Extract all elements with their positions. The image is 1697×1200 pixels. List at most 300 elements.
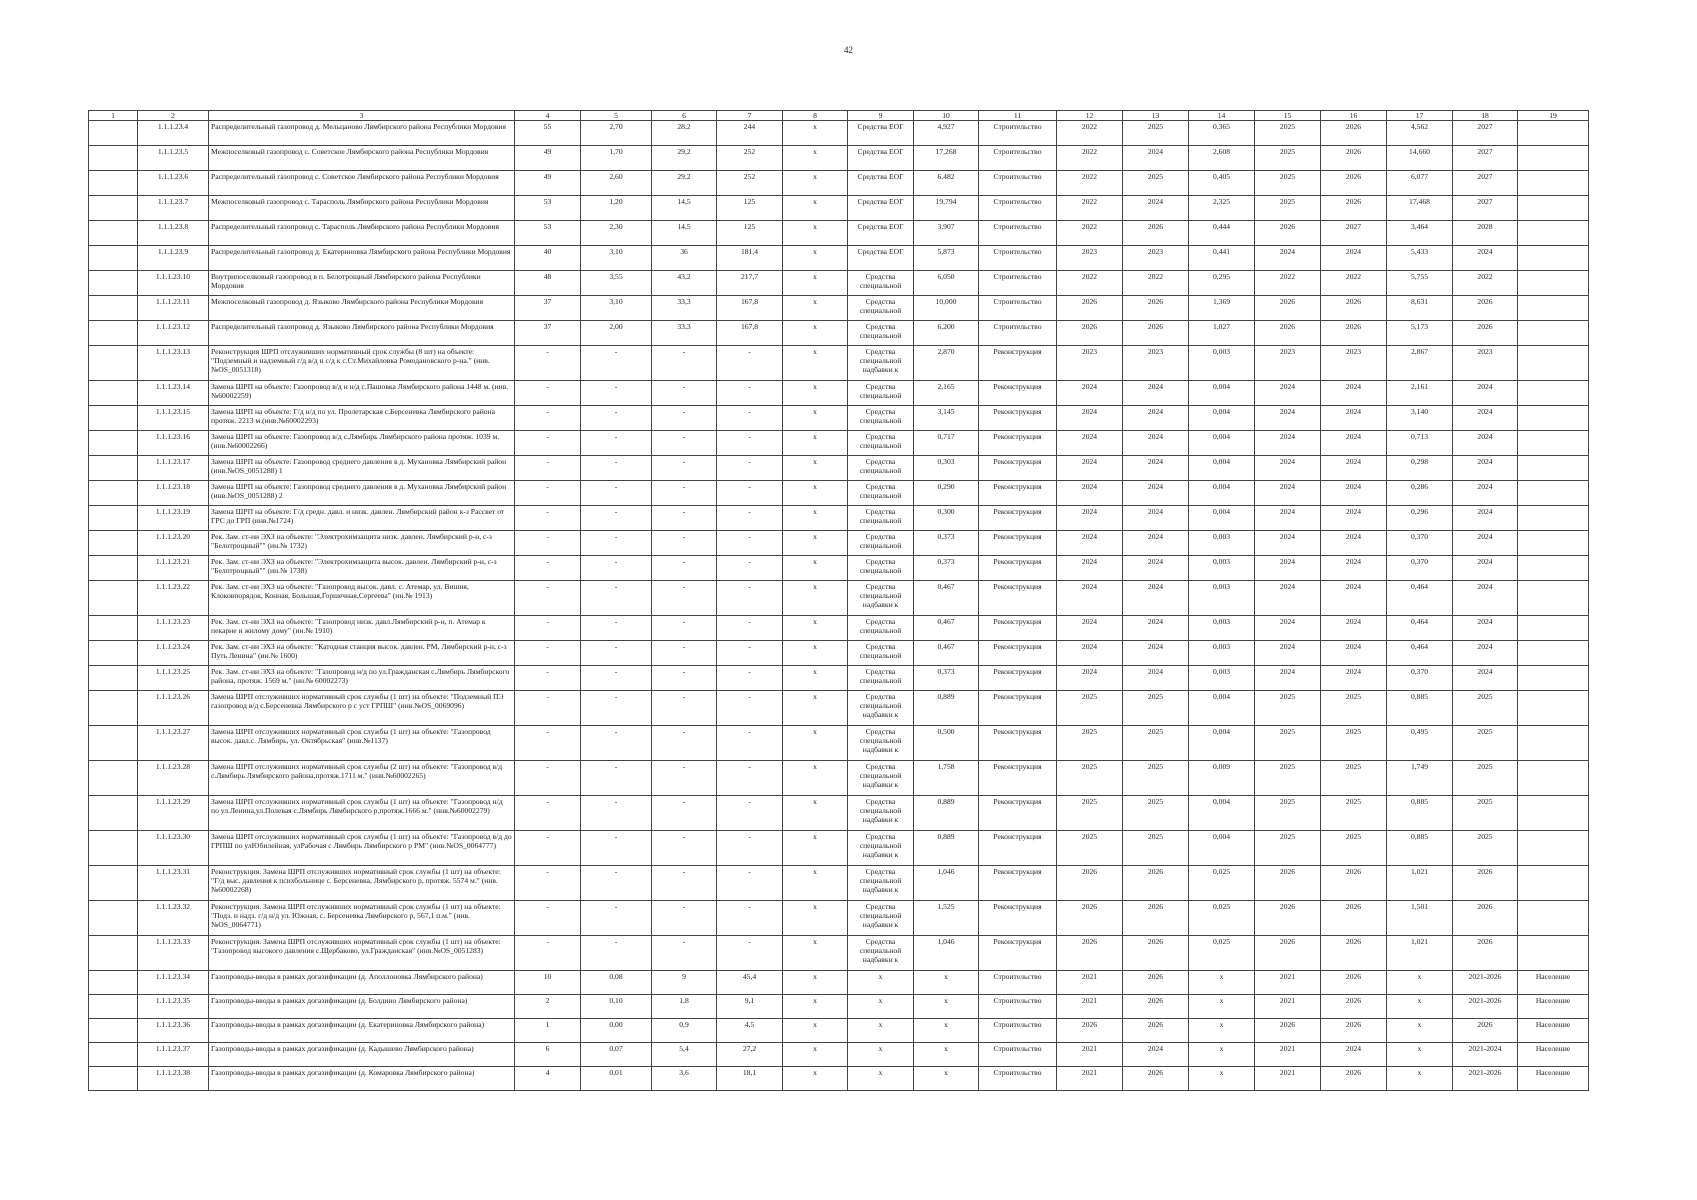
table-cell: 2024 bbox=[1453, 246, 1518, 271]
table-cell: 2023 bbox=[1123, 346, 1189, 381]
table-cell: x bbox=[783, 221, 848, 246]
table-cell: - bbox=[717, 761, 783, 796]
table-cell: 18,1 bbox=[717, 1067, 783, 1091]
table-cell: 4,562 bbox=[1387, 121, 1453, 146]
column-number: 2 bbox=[138, 111, 209, 121]
table-cell: Реконструкция bbox=[979, 456, 1057, 481]
table-cell: x bbox=[783, 616, 848, 641]
table-cell bbox=[1518, 691, 1589, 726]
table-cell: 2024 bbox=[1123, 481, 1189, 506]
table-cell: - bbox=[515, 581, 581, 616]
table-cell: 2024 bbox=[1255, 556, 1321, 581]
table-cell: x bbox=[783, 296, 848, 321]
table-cell: 2026 bbox=[1123, 321, 1189, 346]
table-cell: Средства специальной bbox=[848, 296, 914, 321]
column-number: 15 bbox=[1255, 111, 1321, 121]
table-cell: 2023 bbox=[1123, 246, 1189, 271]
table-cell: 0,441 bbox=[1189, 246, 1255, 271]
table-cell: 19,794 bbox=[914, 196, 979, 221]
table-cell: 0,003 bbox=[1189, 346, 1255, 381]
table-cell bbox=[89, 556, 138, 581]
table-cell bbox=[89, 901, 138, 936]
table-cell: 2026 bbox=[1453, 866, 1518, 901]
table-cell: Рек. Зам. ст-ии ЭХЗ на объекте: "Газопровод н/д по ул.Гражданская с.Лямбирь Лямбирского района, протяж. 1569 м." (ин.№ 60002273) bbox=[209, 666, 515, 691]
table-cell: - bbox=[717, 666, 783, 691]
table-cell: x bbox=[783, 1067, 848, 1091]
table-cell: 49 bbox=[515, 171, 581, 196]
table-cell: 0,004 bbox=[1189, 381, 1255, 406]
table-row bbox=[89, 531, 1589, 556]
table-cell: - bbox=[652, 796, 717, 831]
table-cell: - bbox=[581, 796, 652, 831]
table-cell bbox=[1518, 726, 1589, 761]
table-cell: Замена ШРП на объекте: Газопровод в/д н н/д с.Пашовка Лямбирского района 1448 м. (инв.№60002259) bbox=[209, 381, 515, 406]
table-cell: 14,5 bbox=[652, 196, 717, 221]
table-cell: Средства ЕОГ bbox=[848, 221, 914, 246]
table-cell: - bbox=[652, 531, 717, 556]
table-cell: - bbox=[717, 346, 783, 381]
table-row bbox=[89, 481, 1589, 506]
table-cell: 2024 bbox=[1123, 506, 1189, 531]
table-cell: 2 bbox=[515, 995, 581, 1019]
table-cell: Реконструкция ШРП отслуживших нормативный срок службы (8 шт) на объекте: "Подземный и надземный г/д в/д н с/д к с.Ст.Михайловка Ромодановского р-на." (инв.№OS_0051318) bbox=[209, 346, 515, 381]
column-number: 10 bbox=[914, 111, 979, 121]
table-cell: 2021 bbox=[1255, 995, 1321, 1019]
table-cell bbox=[89, 381, 138, 406]
table-cell: Население bbox=[1518, 1043, 1589, 1067]
table-cell: - bbox=[581, 381, 652, 406]
table-cell: - bbox=[652, 406, 717, 431]
table-cell bbox=[1518, 121, 1589, 146]
table-cell bbox=[1518, 381, 1589, 406]
table-cell: 2,870 bbox=[914, 346, 979, 381]
table-cell: - bbox=[717, 796, 783, 831]
table-cell: 1,749 bbox=[1387, 761, 1453, 796]
table-cell: 2024 bbox=[1255, 666, 1321, 691]
table-cell: 27,2 bbox=[717, 1043, 783, 1067]
table-cell: 2022 bbox=[1057, 196, 1123, 221]
table-cell: 2022 bbox=[1057, 121, 1123, 146]
table-cell: 4,5 bbox=[717, 1019, 783, 1043]
table-cell: 252 bbox=[717, 146, 783, 171]
table-cell: x bbox=[783, 121, 848, 146]
table-cell: 2024 bbox=[1453, 481, 1518, 506]
table-cell: 0,01 bbox=[581, 1067, 652, 1091]
table-cell: 2026 bbox=[1123, 901, 1189, 936]
table-cell: 2,70 bbox=[581, 121, 652, 146]
table-cell: 2025 bbox=[1057, 761, 1123, 796]
table-cell: - bbox=[652, 936, 717, 971]
table-cell bbox=[1518, 321, 1589, 346]
table-cell: 1.1.1.23.24 bbox=[138, 641, 209, 666]
table-row bbox=[89, 796, 1589, 831]
table-cell: x bbox=[783, 1043, 848, 1067]
table-cell: - bbox=[652, 381, 717, 406]
table-cell: 1,369 bbox=[1189, 296, 1255, 321]
table-cell: 125 bbox=[717, 196, 783, 221]
table-cell: Средства специальной надбавки к bbox=[848, 761, 914, 796]
table-cell: 4,927 bbox=[914, 121, 979, 146]
table-cell: 1,8 bbox=[652, 995, 717, 1019]
table-cell: 2025 bbox=[1123, 761, 1189, 796]
table-cell: 2026 bbox=[1321, 995, 1387, 1019]
table-cell: 0,004 bbox=[1189, 726, 1255, 761]
table-cell: 2026 bbox=[1453, 321, 1518, 346]
table-cell bbox=[89, 1067, 138, 1091]
table-cell: 2024 bbox=[1057, 431, 1123, 456]
table-cell: Замена ШРП отслуживших нормативный срок службы (1 шт) на объекте: "Газопровод н/д по ул.Ленина,ул.Полевая с.Лямбирь Лямбирского р,протяж.1666 м." (инв.№60002279) bbox=[209, 796, 515, 831]
table-cell: 6,200 bbox=[914, 321, 979, 346]
table-cell: 2,60 bbox=[581, 171, 652, 196]
table-cell: Реконструкция bbox=[979, 901, 1057, 936]
column-number: 11 bbox=[979, 111, 1057, 121]
table-cell: 1.1.1.23.12 bbox=[138, 321, 209, 346]
table-cell: 0,444 bbox=[1189, 221, 1255, 246]
table-cell bbox=[89, 866, 138, 901]
table-cell: 2025 bbox=[1255, 761, 1321, 796]
table-cell: 1.1.1.23.37 bbox=[138, 1043, 209, 1067]
table-cell: 1.1.1.23.28 bbox=[138, 761, 209, 796]
table-cell: - bbox=[581, 456, 652, 481]
table-cell: 2025 bbox=[1453, 761, 1518, 796]
table-cell: 2024 bbox=[1255, 481, 1321, 506]
table-cell bbox=[1518, 666, 1589, 691]
table-cell: 2026 bbox=[1321, 321, 1387, 346]
table-cell: 2026 bbox=[1123, 1067, 1189, 1091]
table-cell: 1.1.1.23.8 bbox=[138, 221, 209, 246]
table-cell: 2024 bbox=[1123, 616, 1189, 641]
table-cell: 2024 bbox=[1321, 456, 1387, 481]
table-cell: 2024 bbox=[1453, 381, 1518, 406]
table-cell: Строительство bbox=[979, 196, 1057, 221]
table-cell: 1.1.1.23.32 bbox=[138, 901, 209, 936]
table-cell: Рек. Зам. ст-ии ЭХЗ на объекте: "Катодная станция высок. давлен. РМ, Лямбирский р-н, с-з Путь Ленина" (ин.№ 1600) bbox=[209, 641, 515, 666]
table-cell bbox=[89, 321, 138, 346]
table-cell: x bbox=[1189, 1019, 1255, 1043]
table-cell: Реконструкция bbox=[979, 726, 1057, 761]
table-cell: - bbox=[581, 531, 652, 556]
table-cell bbox=[89, 221, 138, 246]
table-cell: - bbox=[581, 406, 652, 431]
table-cell: 2023 bbox=[1321, 346, 1387, 381]
table-cell: x bbox=[848, 995, 914, 1019]
table-cell bbox=[89, 196, 138, 221]
table-cell: 0,889 bbox=[914, 691, 979, 726]
table-cell bbox=[89, 995, 138, 1019]
table-cell: 2025 bbox=[1255, 171, 1321, 196]
table-cell: Реконструкция bbox=[979, 691, 1057, 726]
table-cell: x bbox=[914, 995, 979, 1019]
table-cell: x bbox=[783, 581, 848, 616]
table-cell: 0,713 bbox=[1387, 431, 1453, 456]
table-cell: x bbox=[914, 971, 979, 995]
table-cell: 3,464 bbox=[1387, 221, 1453, 246]
table-cell: 125 bbox=[717, 221, 783, 246]
table-cell: Средства специальной bbox=[848, 321, 914, 346]
table-cell: - bbox=[515, 506, 581, 531]
table-cell: 2024 bbox=[1453, 506, 1518, 531]
table-cell: Реконструкция bbox=[979, 431, 1057, 456]
table-cell: 2026 bbox=[1057, 901, 1123, 936]
table-cell: 0,464 bbox=[1387, 581, 1453, 616]
table-cell: 2024 bbox=[1057, 481, 1123, 506]
table-cell: - bbox=[515, 901, 581, 936]
table-cell: Замена ШРП отслуживших нормативный срок службы (2 шт) на объекте: "Газопровод в/д с.Лямбирь Лямбирского района,протяж.1711 м." (инв.№60002265) bbox=[209, 761, 515, 796]
table-cell: 0,004 bbox=[1189, 456, 1255, 481]
table-cell: 2025 bbox=[1123, 121, 1189, 146]
table-cell: 0,405 bbox=[1189, 171, 1255, 196]
table-cell: Строительство bbox=[979, 971, 1057, 995]
table-cell: Рек. Зам. ст-ии ЭХЗ на объекте: "Газопровод высок. давл. с. Атемар, ул. Вишня, Клоковпорядок, Конная, Большая,Горшечная,Сергеева" (ин.№ 1913) bbox=[209, 581, 515, 616]
table-cell: 2024 bbox=[1321, 431, 1387, 456]
table-cell bbox=[89, 691, 138, 726]
table-cell: 2022 bbox=[1321, 271, 1387, 296]
table-cell: 2025 bbox=[1057, 691, 1123, 726]
table-cell: - bbox=[652, 666, 717, 691]
table-cell: - bbox=[581, 831, 652, 866]
table-cell: 2026 bbox=[1057, 321, 1123, 346]
table-cell: 5,873 bbox=[914, 246, 979, 271]
table-cell: 0,370 bbox=[1387, 531, 1453, 556]
table-row bbox=[89, 146, 1589, 171]
table-cell: Реконструкция bbox=[979, 641, 1057, 666]
table-row bbox=[89, 1043, 1589, 1067]
table-cell: 2024 bbox=[1123, 531, 1189, 556]
table-cell: 2024 bbox=[1255, 531, 1321, 556]
table-cell: Средства специальной bbox=[848, 506, 914, 531]
table-cell: x bbox=[783, 901, 848, 936]
table-cell: - bbox=[717, 901, 783, 936]
table-row bbox=[89, 221, 1589, 246]
table-cell: x bbox=[783, 556, 848, 581]
table-cell: 2025 bbox=[1255, 831, 1321, 866]
table-cell: 2023 bbox=[1057, 246, 1123, 271]
table-cell bbox=[1518, 531, 1589, 556]
table-cell: Замена ШРП на объекте: Г/д средн. давл. и низк. давлен. Лямбирский район к-з Рассвет от ГРС до ГРП (инв.№1724) bbox=[209, 506, 515, 531]
column-number: 18 bbox=[1453, 111, 1518, 121]
table-cell: Строительство bbox=[979, 1043, 1057, 1067]
table-cell: 17,268 bbox=[914, 146, 979, 171]
table-cell: 2025 bbox=[1123, 831, 1189, 866]
table-cell: 1,70 bbox=[581, 146, 652, 171]
table-cell: Строительство bbox=[979, 296, 1057, 321]
table-cell: 2021 bbox=[1255, 1067, 1321, 1091]
table-cell: 0,025 bbox=[1189, 936, 1255, 971]
table-cell: Замена ШРП отслуживших нормативный срок службы (1 шт) на объекте: "Подземный ПЭ газопровод в/д с.Берсеневка Лямбирского р с уст ГРПШ" (инв.№OS_0069096) bbox=[209, 691, 515, 726]
table-cell: 2024 bbox=[1057, 581, 1123, 616]
table-cell: 2026 bbox=[1321, 936, 1387, 971]
table-cell: - bbox=[515, 761, 581, 796]
table-cell: Реконструкция bbox=[979, 666, 1057, 691]
table-cell bbox=[89, 761, 138, 796]
table-cell: 1.1.1.23.29 bbox=[138, 796, 209, 831]
table-cell: 2025 bbox=[1453, 726, 1518, 761]
table-cell: Реконструкция bbox=[979, 581, 1057, 616]
table-row bbox=[89, 406, 1589, 431]
table-cell bbox=[1518, 866, 1589, 901]
table-cell: Средства специальной надбавки к bbox=[848, 726, 914, 761]
table-cell: Средства ЕОГ bbox=[848, 171, 914, 196]
table-cell: 1.1.1.23.38 bbox=[138, 1067, 209, 1091]
table-cell: 2026 bbox=[1255, 901, 1321, 936]
table-cell bbox=[1518, 296, 1589, 321]
table-cell: Строительство bbox=[979, 121, 1057, 146]
table-cell: Средства специальной надбавки к bbox=[848, 901, 914, 936]
table-cell: 1.1.1.23.33 bbox=[138, 936, 209, 971]
table-row bbox=[89, 431, 1589, 456]
table-cell: - bbox=[717, 726, 783, 761]
table-cell: 2026 bbox=[1321, 971, 1387, 995]
table-cell: 2021-2026 bbox=[1453, 971, 1518, 995]
table-cell: x bbox=[783, 641, 848, 666]
table-cell: x bbox=[783, 831, 848, 866]
table-cell bbox=[89, 246, 138, 271]
table-cell: 0,9 bbox=[652, 1019, 717, 1043]
table-cell: Замена ШРП на объекте: Газопровод в/д с.Лямбирь Лямбирского района протяж. 1039 м. (инв.№60002266) bbox=[209, 431, 515, 456]
table-cell: 1.1.1.23.11 bbox=[138, 296, 209, 321]
table-cell: 2024 bbox=[1123, 146, 1189, 171]
column-number: 1 bbox=[89, 111, 138, 121]
table-cell: 2024 bbox=[1321, 406, 1387, 431]
table-cell: - bbox=[652, 901, 717, 936]
table-row bbox=[89, 246, 1589, 271]
table-cell bbox=[89, 1043, 138, 1067]
table-cell: 2025 bbox=[1255, 121, 1321, 146]
table-cell: - bbox=[717, 456, 783, 481]
table-cell: 2026 bbox=[1057, 1019, 1123, 1043]
table-cell: 2024 bbox=[1123, 406, 1189, 431]
table-row bbox=[89, 901, 1589, 936]
table-cell: 2025 bbox=[1255, 796, 1321, 831]
table-cell: 1.1.1.23.27 bbox=[138, 726, 209, 761]
table-cell: 2022 bbox=[1123, 271, 1189, 296]
investment-program-table bbox=[88, 110, 1589, 1091]
table-cell: x bbox=[783, 971, 848, 995]
table-cell: 0,467 bbox=[914, 641, 979, 666]
table-row bbox=[89, 761, 1589, 796]
table-cell bbox=[89, 456, 138, 481]
table-cell: 2024 bbox=[1321, 581, 1387, 616]
table-cell: - bbox=[581, 506, 652, 531]
table-cell: Строительство bbox=[979, 1067, 1057, 1091]
table-cell: Газопроводы-вводы в рамках догазификации (д. Кадышево Лямбирского района) bbox=[209, 1043, 515, 1067]
table-cell: x bbox=[783, 431, 848, 456]
table-cell: x bbox=[783, 146, 848, 171]
table-cell: 1.1.1.23.15 bbox=[138, 406, 209, 431]
table-cell: 0,889 bbox=[914, 796, 979, 831]
table-cell bbox=[1518, 581, 1589, 616]
table-cell: 2026 bbox=[1255, 936, 1321, 971]
table-cell: 2025 bbox=[1123, 796, 1189, 831]
table-cell: 167,8 bbox=[717, 321, 783, 346]
table-cell: 1.1.1.23.17 bbox=[138, 456, 209, 481]
table-cell: 2024 bbox=[1255, 641, 1321, 666]
table-cell bbox=[1518, 761, 1589, 796]
table-cell: 217,7 bbox=[717, 271, 783, 296]
table-cell: Реконструкция bbox=[979, 531, 1057, 556]
table-cell: 2,608 bbox=[1189, 146, 1255, 171]
table-cell bbox=[1518, 616, 1589, 641]
table-cell: 0,717 bbox=[914, 431, 979, 456]
table-cell bbox=[89, 171, 138, 196]
table-cell: 2026 bbox=[1255, 221, 1321, 246]
table-cell: 2024 bbox=[1123, 666, 1189, 691]
table-row bbox=[89, 1019, 1589, 1043]
table-cell: 3,145 bbox=[914, 406, 979, 431]
table-cell: 244 bbox=[717, 121, 783, 146]
table-cell bbox=[1518, 221, 1589, 246]
table-cell: 33,3 bbox=[652, 296, 717, 321]
table-cell: x bbox=[1387, 1067, 1453, 1091]
table-cell: 2024 bbox=[1453, 556, 1518, 581]
table-cell: 2027 bbox=[1453, 121, 1518, 146]
table-cell: - bbox=[717, 406, 783, 431]
table-cell: 1.1.1.23.18 bbox=[138, 481, 209, 506]
table-cell: - bbox=[652, 506, 717, 531]
table-cell: 5,4 bbox=[652, 1043, 717, 1067]
table-cell: 2024 bbox=[1123, 1043, 1189, 1067]
table-cell: - bbox=[581, 481, 652, 506]
table-cell: Распределительный газопровод с. Советское Лямбирского района Республики Мордовия bbox=[209, 171, 515, 196]
table-cell: 2024 bbox=[1123, 556, 1189, 581]
table-cell: Реконструкция. Замена ШРП отслуживших нормативный срок службы (1 шт) на объекте: "Газопровод высокого давления с.Щербаково, ул.Гражданская" (инв.№OS_0051283) bbox=[209, 936, 515, 971]
column-number: 8 bbox=[783, 111, 848, 121]
table-cell: - bbox=[515, 831, 581, 866]
table-row bbox=[89, 666, 1589, 691]
table-cell: - bbox=[717, 936, 783, 971]
table-cell: - bbox=[515, 456, 581, 481]
table-row bbox=[89, 831, 1589, 866]
table-cell bbox=[1518, 901, 1589, 936]
table-cell: 1.1.1.23.4 bbox=[138, 121, 209, 146]
table-cell: x bbox=[783, 796, 848, 831]
table-cell: 3,55 bbox=[581, 271, 652, 296]
table-cell: 2024 bbox=[1255, 406, 1321, 431]
table-cell: 2021 bbox=[1255, 1043, 1321, 1067]
table-cell: - bbox=[515, 796, 581, 831]
table-cell: - bbox=[652, 866, 717, 901]
table-cell: x bbox=[1387, 995, 1453, 1019]
table-cell bbox=[1518, 556, 1589, 581]
column-number: 17 bbox=[1387, 111, 1453, 121]
table-cell: 2,165 bbox=[914, 381, 979, 406]
table-cell: x bbox=[783, 171, 848, 196]
table-cell: 2024 bbox=[1321, 666, 1387, 691]
table-cell: 0,290 bbox=[914, 481, 979, 506]
table-cell: - bbox=[515, 346, 581, 381]
table-cell: 2024 bbox=[1123, 431, 1189, 456]
table-cell: 2024 bbox=[1057, 406, 1123, 431]
table-cell: 2024 bbox=[1255, 456, 1321, 481]
table-cell: 9,1 bbox=[717, 995, 783, 1019]
table-cell: Реконструкция bbox=[979, 866, 1057, 901]
table-cell: x bbox=[783, 531, 848, 556]
table-cell: 2021-2026 bbox=[1453, 995, 1518, 1019]
table-cell: Замена ШРП отслуживших нормативный срок службы (1 шт) на объекте: "Газопровод в/д до ГРПШ по улЮбилейная, улРабочая с Лямбирь Лямбирского р РМ" (инв.№OS_0064777) bbox=[209, 831, 515, 866]
table-cell: 3,6 bbox=[652, 1067, 717, 1091]
table-cell: 1.1.1.23.19 bbox=[138, 506, 209, 531]
table-cell: 0,464 bbox=[1387, 641, 1453, 666]
table-cell: 6,077 bbox=[1387, 171, 1453, 196]
table-cell: x bbox=[783, 995, 848, 1019]
table-cell: 1.1.1.23.25 bbox=[138, 666, 209, 691]
table-cell: 14,5 bbox=[652, 221, 717, 246]
table-cell: Реконструкция bbox=[979, 831, 1057, 866]
table-cell bbox=[89, 971, 138, 995]
table-cell: 29,2 bbox=[652, 146, 717, 171]
table-row bbox=[89, 506, 1589, 531]
table-cell: Строительство bbox=[979, 146, 1057, 171]
